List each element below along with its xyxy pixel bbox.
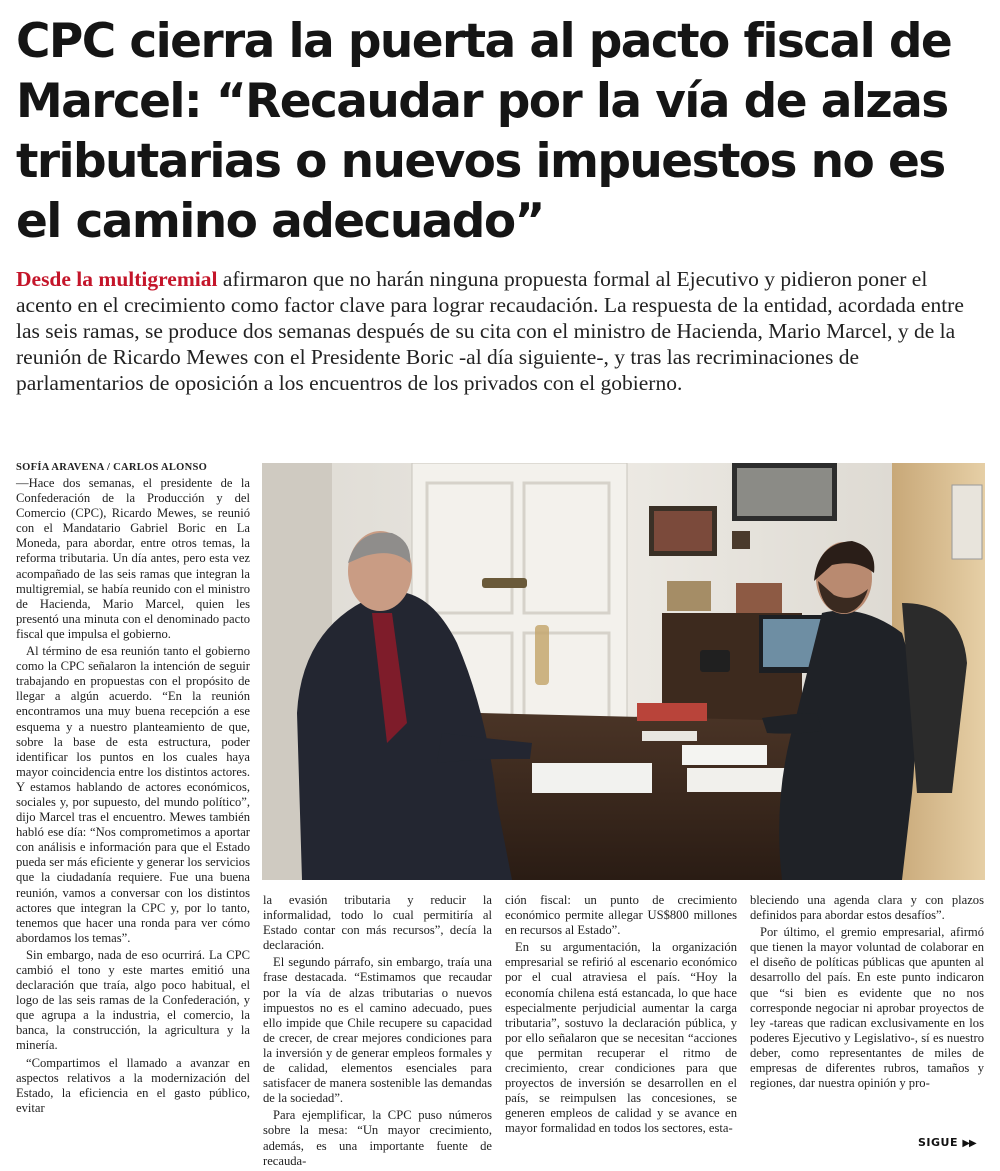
continue-label: SIGUE [918, 1136, 958, 1149]
paragraph: “Compartimos el llamado a avanzar en aspectos relativos a la modernización del Estado, la eficiencia en el gasto público, evitar [16, 1055, 250, 1115]
headline: CPC cierra la puerta al pacto fiscal de Marcel: “Recaudar por la vía de alzas tributarias o nuevos impuestos no es el camino adecuado” [16, 14, 952, 249]
paragraph: ción fiscal: un punto de crecimiento económico permite allegar US$800 millones en recursos al Estado”. [505, 893, 737, 938]
paragraph: El segundo párrafo, sin embargo, traía una frase destacada. “Estimamos que recaudar por la vía de alzas tributarias o nuevos impuestos no es el camino adecuado, pues ello impide que Chile recupere su capacidad de crecer, de crear mejores condiciones para la inversión y de generar empleos formales y de calidad, elementos esenciales para satisfacer de manera sostenible las demandas de la sociedad”. [263, 955, 492, 1106]
body-column-3 [505, 893, 737, 1139]
paragraph: En su argumentación, la organización empresarial se refirió al escenario económico por el cual atraviesa el país. “Hoy la economía chilena está estancada, lo que hace especialmente perjudicial aumentar la carga tributaria”, sostuvo la declaración pública, y por ello señalaron que se necesitan “acciones que permitan recuperar el ritmo de crecimiento, crear condiciones para que proyectos de inversión se desarrollen en el país, se reimpulsen las concesiones, se generen empleos de calidad y se avance en mayor formalidad en todos los sectores, esta- [505, 940, 737, 1136]
paragraph: la evasión tributaria y reducir la informalidad, todo lo cual permitiría al Estado contar con más recursos”, decía la declaración. [263, 893, 492, 953]
continue-marker [918, 1136, 976, 1149]
paragraph: Para ejemplificar, la CPC puso números sobre la mesa: “Un mayor crecimiento, además, es una importante fuente de recauda- [263, 1108, 492, 1168]
paragraph: Por último, el gremio empresarial, afirmó que tienen la mayor voluntad de colaborar en el diseño de políticas públicas que apunten al desarrollo del país. En este punto indicaron que “si bien es evidente que no nos corresponde negociar ni aprobar proyectos de ley -tareas que radican exclusivamente en los poderes Ejecutivo y Legislativo-, sí es nuestro deber, como representantes de miles de empresas de diferentes rubros, tamaños y regiones, dar nuestra opinión y pro- [750, 925, 984, 1091]
lead-paragraph [16, 266, 988, 396]
lead-text: afirmaron que no harán ninguna propuesta formal al Ejecutivo y pidieron poner el acento en el crecimiento como factor clave para lograr recaudación. La respuesta de la entidad, acordada entre las seis ramas, se produce dos semanas después de su cita con el ministro de Hacienda, Mario Marcel, y de la reunión de Ricardo Mewes con el Presidente Boric -al día siguiente-, y tras las recriminaciones de parlamentarios de oposición a los encuentros de los privados con el gobierno. [16, 267, 964, 395]
paragraph: Sin embargo, nada de eso ocurrirá. La CPC cambió el tono y este martes emitió una declaración que traía, algo poco habitual, el logo de las seis ramas de la Confederación, y que agrupa a la industria, el comercio, la banca, la construcción, la agricultura y la minería. [16, 947, 250, 1053]
meeting-photo [262, 463, 985, 880]
body-column-1 [16, 476, 250, 1118]
paragraph: bleciendo una agenda clara y con plazos definidos para abordar estos desafíos”. [750, 893, 984, 923]
body-column-4 [750, 893, 984, 1093]
photo-illustration [262, 463, 985, 880]
byline: SOFÍA ARAVENA / CARLOS ALONSO [16, 462, 208, 473]
paragraph: Al término de esa reunión tanto el gobierno como la CPC señalaron la intención de seguir trabajando en propuestas con el propósito de llegar a algún acuerdo. “En la reunión encontramos una muy buena recepción a ese esquema y a nuestro planteamiento de que, sobre la base de esta estructura, poder identificar los puntos en los cuales haya mayor coincidencia entre los distintos actores. Y estamos hablando de actores económicos, sociales y, por supuesto, del mundo político”, dijo Marcel tras el encuentro. Mewes también habló ese día: “Nos comprometimos a aportar con análisis e información para que el Estado pueda ser más eficiente y generar los servicios que la ciudadanía requiere. Fue una buena reunión, vamos a conversar con los distintos actores que integran la CPC y, por lo tanto, tenemos que hacer una ronda para ver cómo abordamos los temas”. [16, 644, 250, 945]
lead-kicker: Desde la multigremial [16, 267, 218, 291]
paragraph: —Hace dos semanas, el presidente de la Confederación de la Producción y del Comercio (CPC), Ricardo Mewes, se reunió con el Mandatario Gabriel Boric en La Moneda, para abordar, entre otros temas, la reforma tributaria. Un día antes, pero esta vez acompañado de las seis ramas que integran la multigremial, se había reunido con el ministro de Hacienda, Mario Marcel, quien les presentó una minuta con el denominado pacto fiscal que impulsa el gobierno. [16, 476, 250, 641]
body-column-2 [263, 893, 492, 1171]
double-arrow-right-icon: ▶▶ [962, 1138, 976, 1149]
